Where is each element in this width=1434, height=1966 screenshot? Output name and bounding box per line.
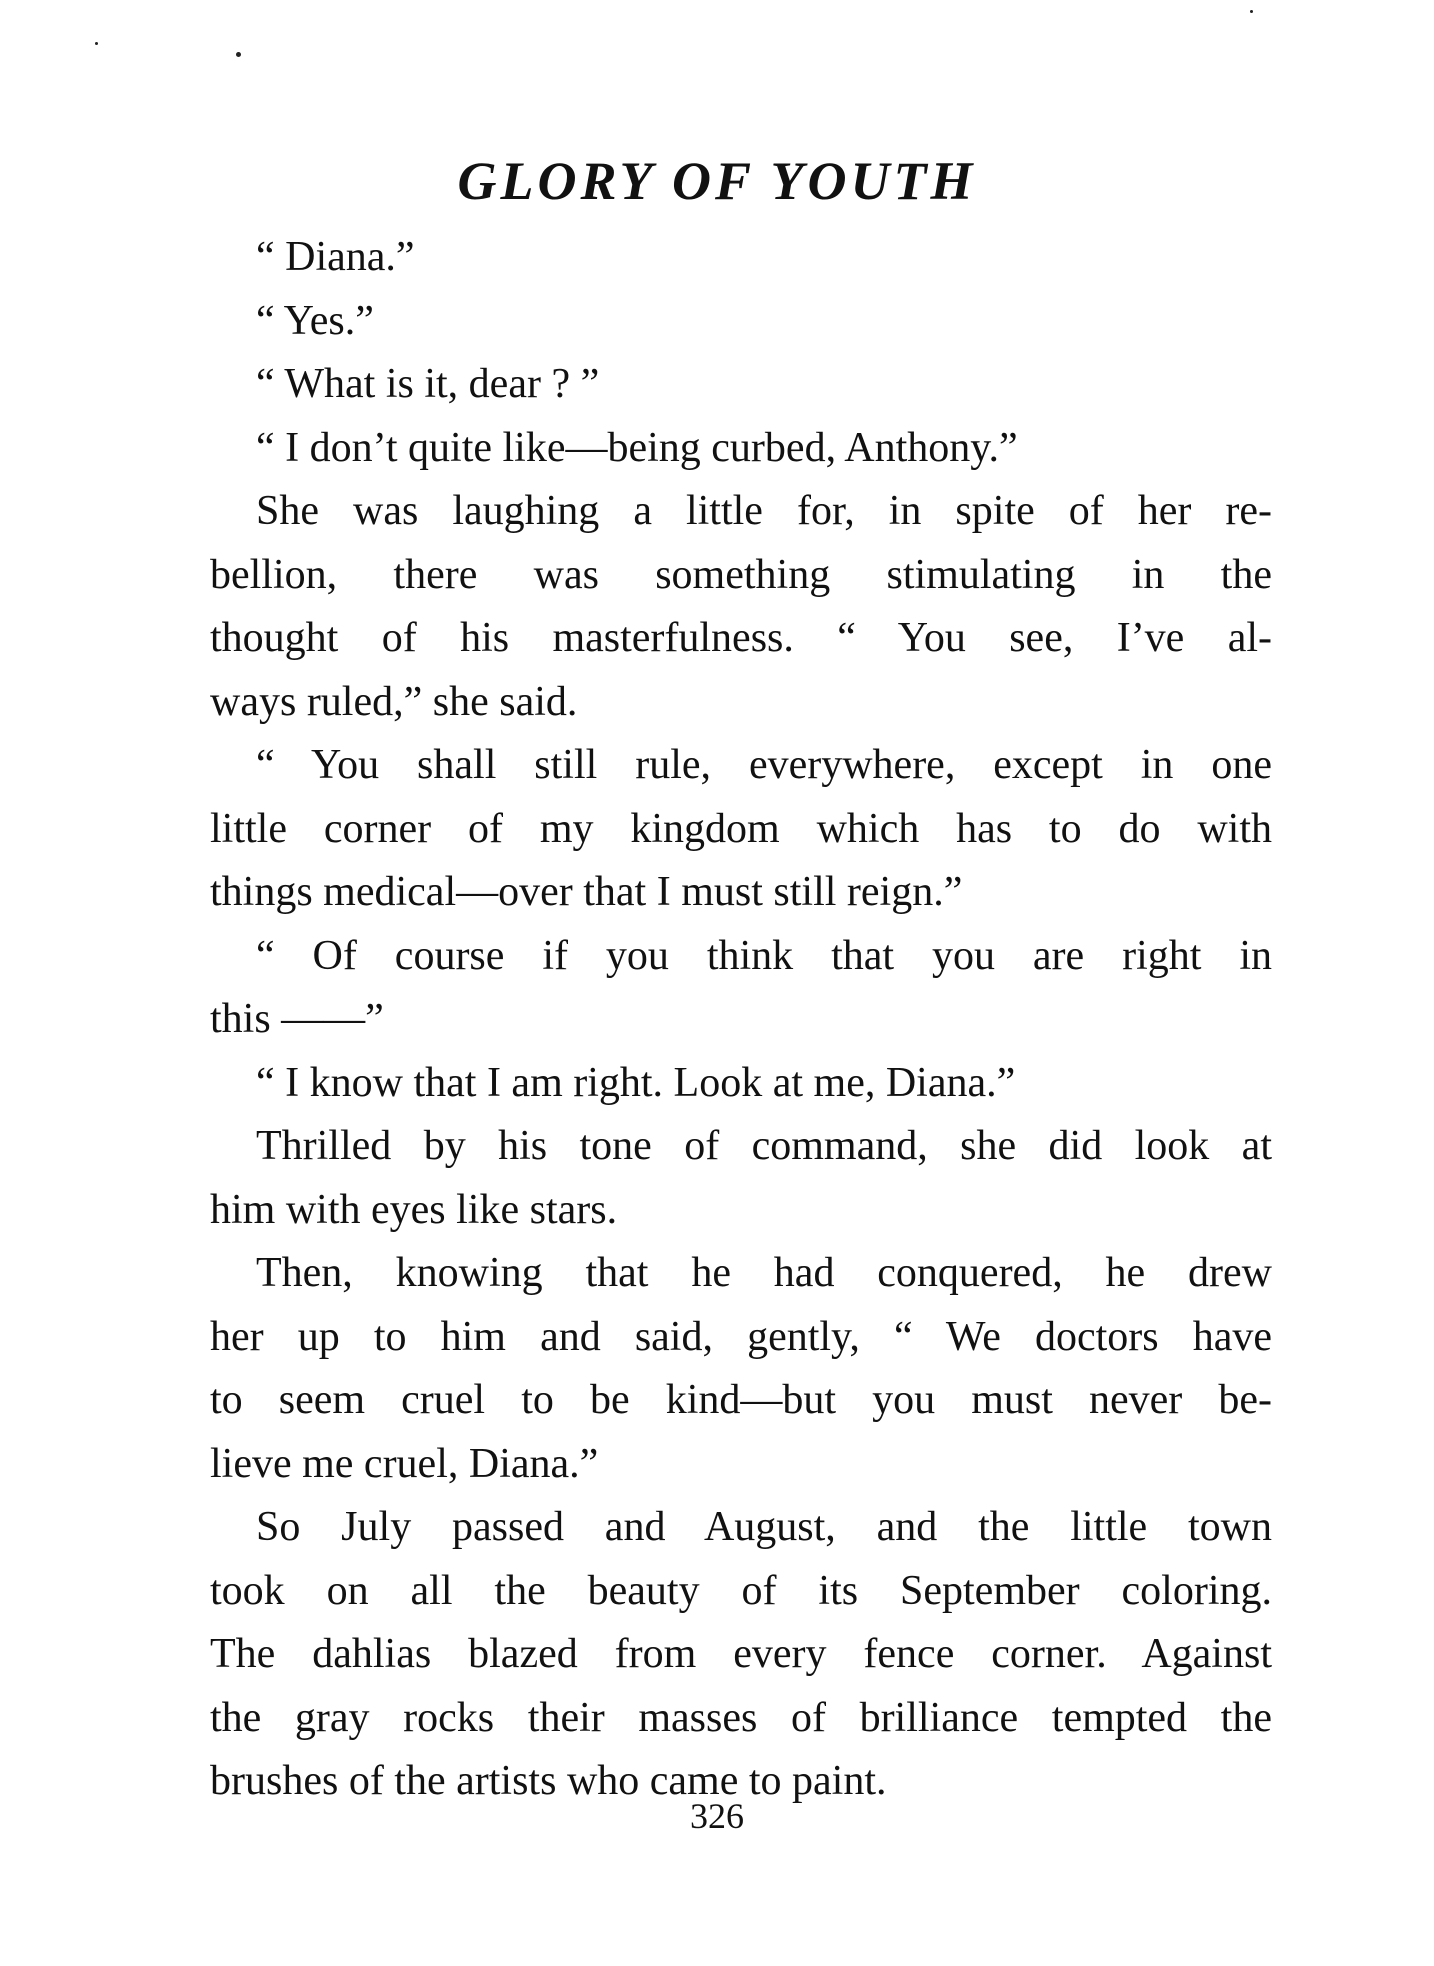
text-line: her up to him and said, gently, “ We doctors have [210, 1313, 1272, 1360]
text-line: this ——” [210, 996, 384, 1042]
page-number: 326 [690, 1796, 744, 1836]
text-line: brushes of the artists who came to paint. [210, 1758, 887, 1804]
text-line: little corner of my kingdom which has to do with [210, 805, 1272, 852]
running-head: GLORY OF YOUTH [457, 151, 977, 211]
text-line: “ Yes.” [256, 297, 374, 344]
text-line: So July passed and August, and the little town [256, 1504, 1272, 1550]
text-line: him with eyes like stars. [210, 1186, 618, 1233]
text-line: “ Of course if you think that you are right in [256, 932, 1272, 979]
text-line: “ What is it, dear ? ” [256, 361, 600, 407]
text-line: to seem cruel to be kind—but you must never be- [210, 1377, 1272, 1423]
text-line: things medical—over that I must still reign.” [210, 869, 963, 915]
body-text [210, 226, 1272, 1814]
print-speck [236, 52, 241, 57]
text-line: “ I know that I am right. Look at me, Diana.” [256, 1059, 1016, 1106]
text-line: ways ruled,” she said. [210, 678, 578, 725]
text-line: “ I don’t quite like—being curbed, Anthony.” [256, 424, 1018, 471]
print-speck [1250, 10, 1253, 13]
print-speck [95, 42, 98, 45]
text-line: The dahlias blazed from every fence corner. Against [210, 1631, 1272, 1677]
text-line: “ You shall still rule, everywhere, except in one [256, 742, 1272, 788]
text-line: lieve me cruel, Diana.” [210, 1440, 599, 1487]
text-line: the gray rocks their masses of brilliance tempted the [210, 1694, 1272, 1741]
text-line: Then, knowing that he had conquered, he drew [256, 1250, 1272, 1296]
text-line: took on all the beauty of its September coloring. [210, 1567, 1272, 1614]
text-line: Thrilled by his tone of command, she did look at [256, 1123, 1272, 1169]
text-line: “ Diana.” [256, 234, 415, 280]
text-line: She was laughing a little for, in spite of her re- [256, 488, 1272, 534]
text-line: bellion, there was something stimulating in the [210, 551, 1272, 598]
text-line: thought of his masterfulness. “ You see, I’ve al- [210, 615, 1272, 661]
